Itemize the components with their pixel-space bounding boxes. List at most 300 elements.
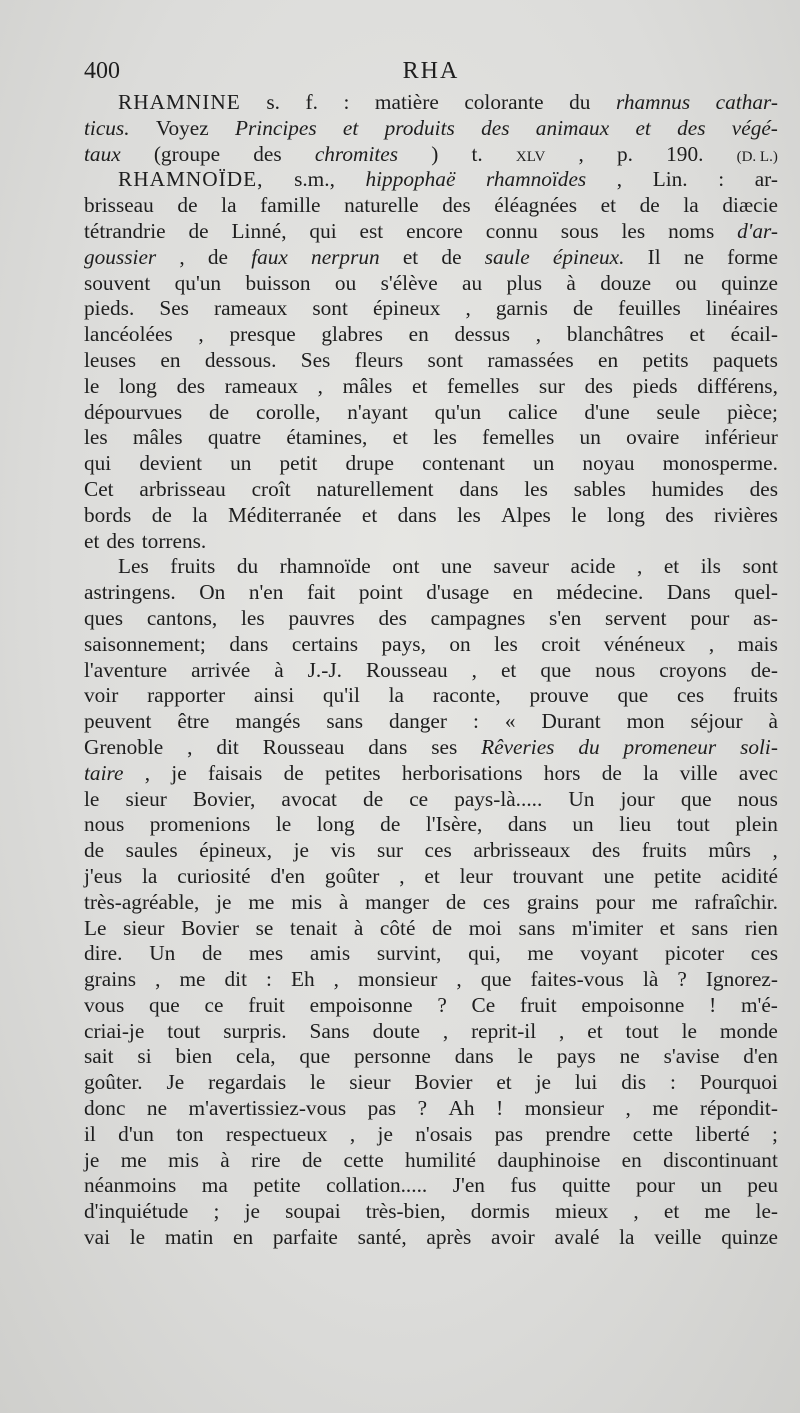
running-head: RHA [402,58,460,84]
word: : [472,709,479,734]
word: ! [496,1096,504,1121]
word: ticus. [84,115,130,140]
word: Un [568,786,595,811]
word: vous [84,992,125,1017]
word: Sans [309,1018,350,1043]
word: linéaires [705,296,778,321]
word: des [591,838,621,863]
word: je [244,1199,260,1224]
word: fus [510,1173,537,1198]
text-line [84,632,778,658]
word: encore [406,218,463,243]
word: goûter. [84,1070,143,1095]
word: noms [668,218,715,243]
word: connu [485,218,538,243]
word: éléagnées [494,193,578,218]
text-line [84,1096,778,1122]
word: l'aventure [84,657,168,682]
text-line [84,864,778,890]
word: leur [459,863,493,888]
page-header [84,58,778,92]
word: nous [84,812,125,837]
word: tenait [289,915,338,940]
word: dessous. [204,347,277,372]
word: à [768,709,778,734]
word: , [349,1121,356,1146]
word: et [500,657,517,682]
word: arbrisseaux [473,838,571,863]
word: 190. [666,141,704,166]
word: ! [709,992,717,1017]
word: dans [459,476,499,501]
word: , [399,863,405,888]
word: d'ar- [737,218,778,243]
word: de [151,502,172,527]
word: mangés [235,709,301,734]
word: femelles [447,373,520,398]
word: des [176,373,205,398]
word: et [84,528,100,553]
body-text [84,90,778,1251]
word: XLV [515,148,546,165]
word: le [84,786,100,811]
word: petite [654,863,702,888]
page-number: 400 [84,58,120,84]
word: la [683,193,699,218]
word: nous [737,786,778,811]
word: épineux, [199,838,273,863]
word: des [665,502,694,527]
word: sont [427,347,463,372]
word: j'eus [84,863,123,888]
word: et [342,115,359,140]
word: moi [468,915,502,940]
word: et [402,244,419,269]
word: sur [376,838,403,863]
word: je [216,889,232,914]
word: corolle, [255,399,321,424]
word: les [524,476,548,501]
word: ? [677,967,687,992]
word: criai-je [84,1018,145,1043]
word: picoter [664,941,725,966]
word: là [642,967,659,992]
word: seule [656,399,701,424]
word: on [449,631,471,656]
word: vis [330,838,356,863]
word: je [84,1147,100,1172]
word: soli- [740,734,778,759]
word: croit [541,631,581,656]
word: lieu [619,812,652,837]
word: des [378,605,407,630]
word: côté [379,915,416,940]
word: prendre [545,1121,611,1146]
word: peu [747,1173,778,1198]
text-line [84,142,778,168]
word: d'inquiétude [84,1199,189,1224]
word: faisais [207,760,263,785]
word: dauphinoise [497,1147,601,1172]
word: petits [642,347,689,372]
word: très-bien, [365,1199,446,1224]
word: en [408,322,429,347]
word: mis [168,1147,199,1172]
word: à [353,915,364,940]
word: sieur [123,915,165,940]
word: ; [772,1121,778,1146]
text-line [84,271,778,297]
word: végé- [731,115,778,140]
word: en [598,347,619,372]
text-line [84,916,778,942]
word: ramassées [487,347,574,372]
text-line [84,451,778,477]
word: rien [744,915,778,940]
word: nous [595,657,636,682]
word: en [512,580,533,605]
word: n'osais [415,1121,473,1146]
text-line [84,761,778,787]
word: mes [248,941,284,966]
text-line [84,400,778,426]
word: Ce [471,992,496,1017]
word: de [441,244,462,269]
word: goussier [84,244,157,269]
word: vai [84,1225,111,1250]
text-line [84,167,778,193]
word: feuilles [618,296,681,321]
word: curiosité [177,863,251,888]
word: dormis [470,1199,530,1224]
word: les [84,425,108,450]
word: dans [454,1044,494,1069]
word: Rêveries [481,734,555,759]
word: grains [526,889,579,914]
word: Il [647,244,661,269]
word: je [377,1121,393,1146]
word: calice [507,399,558,424]
word: le [84,373,100,398]
word: promeneur [623,734,717,759]
word: me [179,967,206,992]
word: p. [617,141,633,166]
word: la [192,502,208,527]
word: de [84,838,105,863]
word: : [669,1070,676,1095]
word: saveur [493,554,549,579]
word: , [442,1018,449,1043]
word: et [663,554,680,579]
word: (D. L.) [736,148,778,165]
word: animaux [535,115,610,140]
text-line [84,735,778,761]
word: Bovier, [192,786,256,811]
word: Ses [300,347,331,372]
word: discontinuant [663,1147,778,1172]
word: le [275,812,292,837]
word: drupe [345,451,394,476]
word: colorante [464,90,544,114]
word: goûter [324,863,380,888]
word: , [535,322,542,347]
word: de [432,915,453,940]
text-line [84,787,778,813]
word: rhamnoïdes [486,167,587,192]
word: tout [625,1018,659,1043]
word: blanchâtres [566,322,664,347]
word: , [636,554,643,579]
word: Alpes [501,502,551,527]
word: J.-J. [307,657,342,682]
text-line [84,90,778,116]
word: dit [216,734,239,759]
word: petit [279,451,318,476]
word: monosperme. [662,451,778,476]
word: rhamnoïde [279,554,371,579]
word: Principes [235,115,317,140]
word: avocat [281,786,337,811]
word: quatre [207,425,262,450]
word: et [663,1199,680,1224]
word: Ah [448,1096,475,1121]
word: , [633,1199,639,1224]
word: , [155,967,161,992]
word: personne [353,1044,431,1069]
word: raconte, [432,683,501,708]
word: me [651,889,678,914]
word: très-agréable, [84,889,200,914]
word: douze [600,270,652,295]
word: sait [84,1044,114,1069]
word: que [299,1044,331,1069]
word: dans [368,734,408,759]
word: de [601,760,622,785]
word: qui [309,218,337,243]
word: pas [367,1096,397,1121]
word: s. [266,90,280,114]
text-line [84,219,778,245]
word: à [338,889,349,914]
word: cette [343,1147,384,1172]
word: ne [619,1044,640,1069]
word: chromites [314,141,399,166]
text-line [84,477,778,503]
word: d'en [270,863,306,888]
word: monsieur [524,1096,604,1121]
word: fait [306,580,336,605]
word: m'é- [740,992,778,1017]
word: au [462,270,483,295]
word: et [587,1018,603,1043]
word: écail- [730,322,778,347]
word: mon [626,709,665,734]
word: taire [84,760,124,785]
word: promenions [149,812,251,837]
word: le [681,1018,697,1043]
word: soupai [285,1199,341,1224]
word: et [689,322,705,347]
word: s'élève [380,270,438,295]
word: avalé [554,1225,600,1250]
word: mis [291,889,323,914]
word: rameaux [214,296,288,321]
word: et [496,1070,512,1095]
word: tétrandrie [84,218,166,243]
word: de [209,399,230,424]
word: ces [676,683,705,708]
word: épineux [372,296,441,321]
word: de [363,786,384,811]
word: ville [679,760,718,785]
word: campagnes [430,605,526,630]
text-line [84,1044,778,1070]
word: , [625,1096,631,1121]
word: , [471,657,477,682]
word: prouve [529,683,589,708]
word: néanmoins [84,1173,177,1198]
word: brisseau [84,193,154,218]
word: Eh [290,967,315,992]
word: une [603,863,635,888]
word: d'un [118,1121,154,1146]
text-line [84,1122,778,1148]
text-line [84,245,778,271]
word: fruits [732,683,778,708]
word: dans [507,812,547,837]
word: , [772,838,778,863]
word: , [578,141,584,166]
word: et [600,193,617,218]
word: et [659,915,675,940]
word: qui, [468,941,501,966]
word: des [584,373,613,398]
word: On [199,580,226,605]
word: n'ayant [347,399,408,424]
word: voyant [580,941,639,966]
word: survint, [376,941,442,966]
word: que [480,967,512,992]
word: Voyez [155,115,209,140]
word: croît [251,476,291,501]
word: le [517,1044,533,1069]
word: souvent [84,270,151,295]
word: point [358,580,403,605]
word: d'usage [426,580,490,605]
word: devient [139,451,203,476]
word: buisson [245,270,311,295]
word: nerprun [311,244,380,269]
word: acidité [721,863,778,888]
word: reprit-il [471,1018,537,1043]
word: Grenoble [84,734,164,759]
word: fruits [170,554,216,579]
text-line [84,812,778,838]
word: à [220,1147,230,1172]
word: de [177,193,198,218]
word: fruit [248,992,285,1017]
word: naturellement [316,476,434,501]
word: petites [325,760,381,785]
word: humides [651,476,724,501]
word: sont [312,296,348,321]
word: ses [431,734,458,759]
word: sans [326,709,364,734]
word: pieds. [84,296,135,321]
word: Rousseau [365,657,448,682]
word: glabres [321,322,383,347]
word: veille [654,1225,702,1250]
word: un [533,451,555,476]
word: Cet [84,476,114,501]
word: liberté [695,1121,750,1146]
word: ; [213,1199,220,1224]
word: fleurs [354,347,404,372]
text-line [84,993,778,1019]
word: ovaire [626,425,680,450]
word: RHAMNINE [118,90,241,114]
word: pour [635,1173,675,1198]
word: saule [484,244,530,269]
word: saisonnement; [84,631,206,656]
text-line [84,967,778,993]
word: doute [372,1018,420,1043]
word: rire [251,1147,281,1172]
word: ainsi [253,683,295,708]
word: lancéolées [84,322,173,347]
word: petite [253,1173,301,1198]
text-line [84,890,778,916]
word: en [233,1225,254,1250]
word: des [253,141,282,166]
word: différens, [697,373,778,398]
word: contenant [422,451,505,476]
text-line [84,1199,778,1225]
text-line [84,606,778,632]
word: garnis [495,296,548,321]
word: acide [570,554,616,579]
word: le [129,1225,146,1250]
word: Lin. [652,167,688,192]
word: sans [518,915,556,940]
word: à [274,657,284,682]
word: trouvant [512,863,584,888]
word: sieur [349,1070,391,1095]
word: que [149,992,180,1017]
word: à [566,270,576,295]
word: Rousseau [262,734,345,759]
word: ces [424,838,452,863]
word: presque [229,322,296,347]
word: manger [365,889,430,914]
word: du [569,90,591,114]
word: pour [595,889,635,914]
word: la [388,683,404,708]
text-line [84,503,778,529]
text-line [84,580,778,606]
word: cette [632,1121,673,1146]
word: fruits [641,838,687,863]
word: , [456,967,462,992]
word: « [504,709,516,734]
word: santé, [357,1225,407,1250]
word: en [160,347,181,372]
word: étamines, [286,425,368,450]
text-line [84,838,778,864]
text-line [84,1225,778,1251]
word: cela, [235,1044,276,1069]
word: ou [334,270,357,295]
